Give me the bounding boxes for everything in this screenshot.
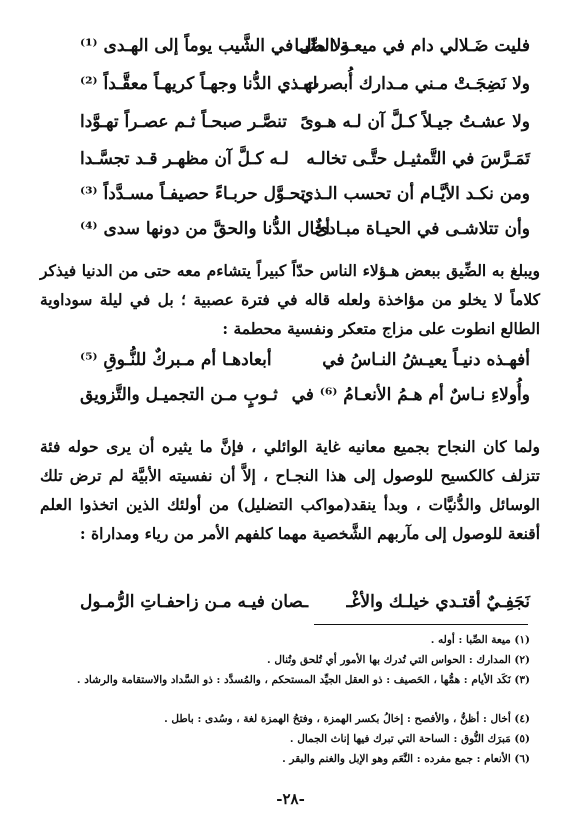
verse-second-hemistich: أخال الدُّنا والحقَّ من دونها سدى ⁽⁴⁾ xyxy=(80,219,330,239)
verse-line xyxy=(80,36,530,62)
verse-line xyxy=(80,385,530,411)
page-number: -٢٨- xyxy=(276,790,305,808)
verse-first-hemistich: ومن نكـد الأيَّـام أن تحسب الـذي xyxy=(300,184,530,204)
verse-second-hemistich: لـه كـلَّ آن مظهـر قـد تجسَّـدا xyxy=(80,149,289,169)
paragraph: ويبلغ به الضِّيق ببعض هـؤلاء الناس حدّاً كبيراً يتشاءم معه حتى من الدنيا فيذكر كلاماً لا يخلو من مؤاخذة ولعله قاله في فترة عصبية ؛ بل في ليلة سوداوية الطالع انطوت على مزاج متعكر ونفسية محطمة : xyxy=(40,261,540,338)
verse-second-hemistich: ـصان فيـه مـن زاحفـاتِ الرُّمـول xyxy=(80,592,309,612)
verse-second-hemistich: ولا مال في الشَّيب يوماً إلى الهـدى ⁽¹⁾ xyxy=(80,36,350,56)
footnote: (٣) نَكَد الأيام : همُّها ، الحَصيف : ذو العقل الجيِّد المستحكم ، والمُسدَّد : ذو السَّداد والاستقامة والرشاد . xyxy=(76,674,530,686)
footnote: (١) ميعة الصِّبا : أوله . xyxy=(430,634,530,646)
verse-line xyxy=(80,112,530,138)
verse-first-hemistich: تَمَـرَّسَ في التَّمثيـل حتَّـى تخالـه xyxy=(306,149,530,169)
footnote: (٤) أخال : أظنُّ ، والأفصح : إخالُ بكسر الهمزة ، وفتحُ الهمزة لغة ، وسُدى : باطل . xyxy=(164,713,530,725)
verse-second-hemistich: لهـذي الدُّنا وجهـاً كريهـاً معقَّـداً ⁽²⁾ xyxy=(80,74,318,94)
footnote: (٦) الأنعام : جمع مفرده : النَّعَم وهو الإبل والغنم والبقر . xyxy=(282,753,530,765)
verse-second-hemistich: ثـوبٍ مـن التجميـل والتَّزويق xyxy=(80,385,278,405)
verse-line xyxy=(80,184,530,210)
verse-first-hemistich: ولا نَضِجَـتْ مـني مـدارك أُبصرت xyxy=(303,74,530,94)
verse-line xyxy=(80,219,530,245)
verse-first-hemistich: نَجَفِـيٌ أقتـدي خيلـك والأغْـ xyxy=(346,592,530,612)
verse-line xyxy=(80,74,530,100)
footnote: (٥) مَبرَك النُّوق : الساحة التي تبرك فيها إناث الجمال . xyxy=(289,733,530,745)
verse-first-hemistich: وأُولاءِ نـاسٌ أم هـمُ الأنعـامُ ⁽⁶⁾ في xyxy=(291,385,530,405)
verse-line xyxy=(80,149,530,175)
verse-line xyxy=(80,592,530,618)
footnote: (٢) المدارك : الحواس التي تُدرك بها الأمور أي تُلحق وتُنال . xyxy=(267,654,530,666)
paragraph: ولما كان النجاح بجميع معانيه غاية الوائلي ، فإنَّ ما يثيره أن يرى حوله فئة تتزلف كالكسيح للوصول إلى هذا النجـاح ، إلاَّ أن نفسيته الأبيَّة لم ترض تلك الوسائل والدُّنيَّات ، وبدأ ينقد(مواكب التضليل) من أولئك الذين اتخذوا العلم أقنعة للوصول إلى مآربهم الشَّخصية مهما كلفهم الأمر من رياء ومداراة : xyxy=(40,437,540,543)
verse-first-hemistich: فليت ضَـلالي دام في ميعـة الصِّبـا xyxy=(294,36,530,56)
verse-first-hemistich: أفهـذه دنيـاً يعيـشُ النـاسُ في xyxy=(322,350,530,370)
verse-second-hemistich: تحـوَّل حربـاءً حصيفـاً مسـدَّداً ⁽³⁾ xyxy=(80,184,306,204)
footnote-separator xyxy=(314,624,528,625)
verse-first-hemistich: وأن تتلاشـى في الحيـاة مبـادئٌ xyxy=(314,219,530,239)
verse-line xyxy=(80,350,530,376)
verse-second-hemistich: أبعادهـا أم مـبركٌ للنُّـوقِ ⁽⁵⁾ xyxy=(80,350,272,370)
verse-first-hemistich: ولا عشـتُ جيـلاً كـلَّ آن لـه هـوىً xyxy=(300,112,530,132)
verse-second-hemistich: تنصَّـر صبحـاً ثـم عصـراً تهـوَّدا xyxy=(80,112,287,132)
